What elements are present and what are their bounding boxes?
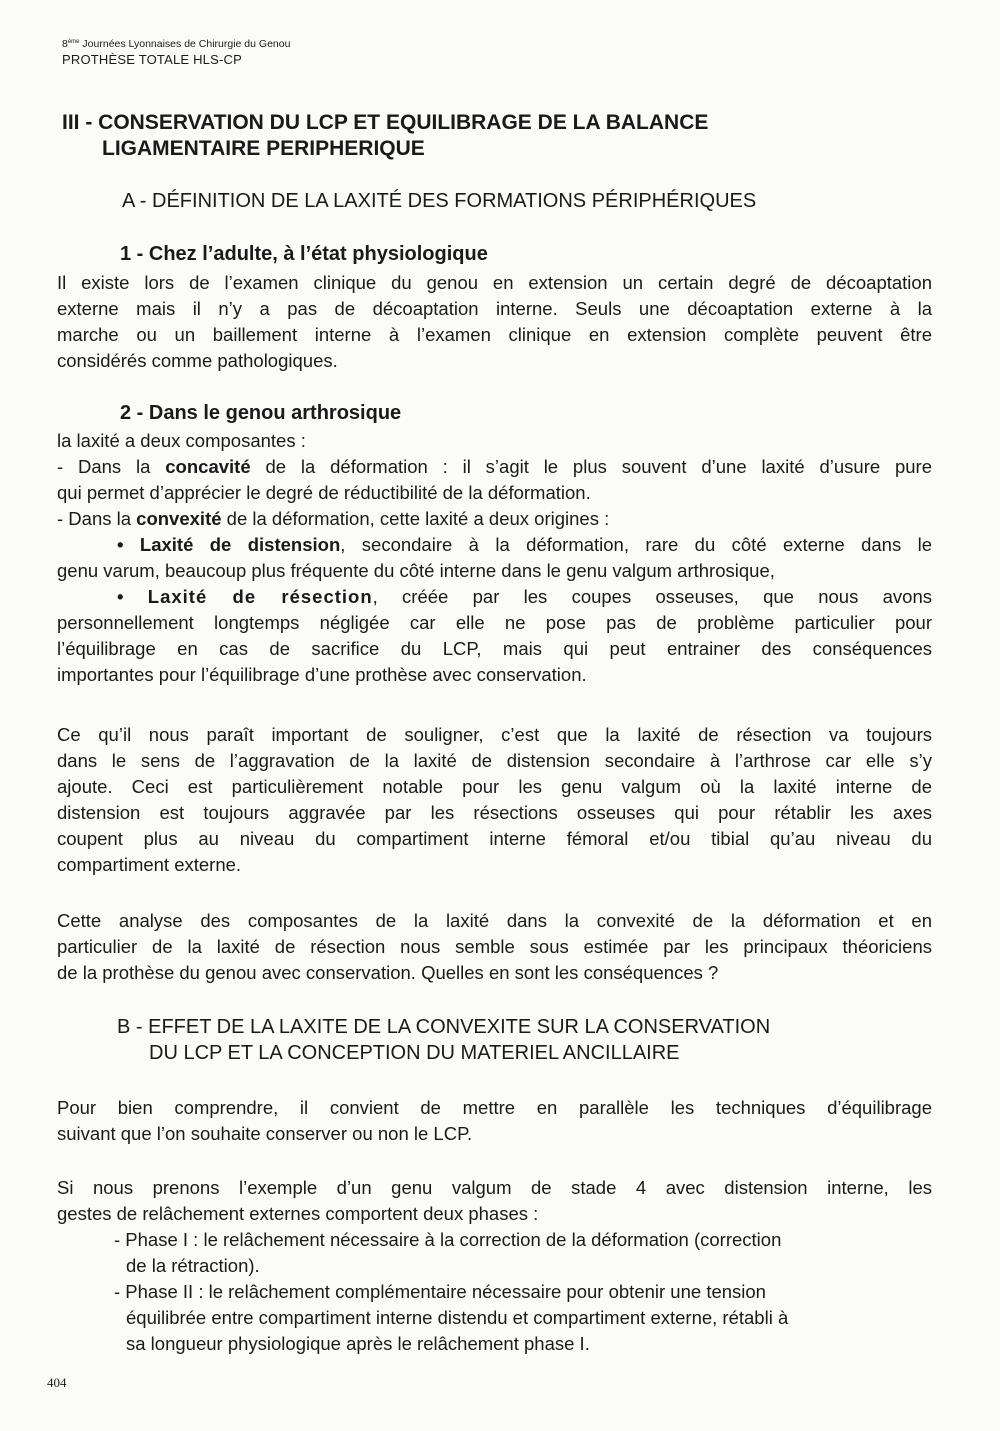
phase-list [114,1227,929,1357]
header-title: PROTHÈSE TOTALE HLS-CP [62,52,242,67]
section-title: III - CONSERVATION DU LCP ET EQUILIBRAGE DE LA BALANCE LIGAMENTAIRE PERIPHERIQUE [62,111,709,160]
paragraph-6: Si nous prenons l’exemple d’un genu valgum de stade 4 avec distension interne, les gestes de relâchement externes comportent deux phases : [57,1177,932,1224]
running-header [62,35,290,67]
page-number: 404 [47,1375,67,1390]
heading-1: 1 - Chez l’adulte, à l’état physiologique [120,243,488,265]
bullet-icon: • [117,534,124,555]
bullet-icon: • [117,586,124,607]
bullet-distension: • Laxité de distension, secondaire à la déformation, rare du côté externe dans le [117,534,933,555]
bullet-resection: • Laxité de résection, créée par les coupes osseuses, que nous avons [117,586,932,607]
paragraph-2: la laxité a deux composantes : - Dans la concavité de la déformation : il s’agit le plus souvent d’une laxité d’usure pure qui permet d’apprécier le degré de réductibilité de la déformation. - Dans la convexité de la déformation, cette laxité a deux origines : • Laxité de distension, secondaire à la déformation, rare du côté externe dans le genu varum, beaucoup plus fréquente du côté interne dans le genu valgum arthrosique, • Laxité de résection, créée par les coupes osseuses, que nous avons personnellement longtemps négligée car elle ne pose pas de problème particulier pour l’équilibrage en cas de sacrifice du LCP, mais qui peut entrainer des conséquences importantes pour l’équilibrage d’une prothèse avec conservation. [57,430,933,685]
subsection-a-heading: A - DÉFINITION DE LA LAXITÉ DES FORMATIONS PÉRIPHÉRIQUES [122,190,757,212]
paragraph-4: Cette analyse des composantes de la laxité dans la convexité de la déformation et en particulier de la laxité de résection nous semble sous estimée par les principaux théoriciens de la prothèse du genou avec conservation. Quelles en sont les conséquences ? [57,910,932,983]
header-conference: 8ème Journées Lyonnaises de Chirurgie du Genou [62,38,291,50]
heading-2: 2 - Dans le genou arthrosique [120,402,402,424]
paragraph-1: Il existe lors de l’examen clinique du genou en extension un certain degré de décoaptation externe mais il n’y a pas de décoaptation interne. Seuls une décoaptation externe à la marche ou un baillement interne à l’examen clinique en extension complète peuvent être considérés comme pathologiques. [57,272,932,371]
paragraph-5: Pour bien comprendre, il convient de mettre en parallèle les techniques d’équilibrage suivant que l’on souhaite conserver ou non le LCP. [57,1097,932,1144]
list-item: - Phase I : le relâchement nécessaire à la correction de la déformation (correction de la rétraction). [114,1229,782,1276]
list-item: - Phase II : le relâchement complémentaire nécessaire pour obtenir une tension équilibrée entre compartiment interne distendu et compartiment externe, rétabli à sa longueur physiologique après le relâchement phase I. [114,1281,789,1354]
paragraph-3: Ce qu’il nous paraît important de souligner, c’est que la laxité de résection va toujours dans le sens de l’aggravation de la laxité de distension secondaire à l’arthrose car elle s’y ajoute. Ceci est particulièrement notable pour les genu valgum où la laxité interne de distension est toujours aggravée par les résections osseuses qui pour rétablir les axes coupent plus au niveau du compartiment interne fémoral et/ou tibial qu’au niveau du compartiment externe. [57,724,932,875]
subsection-b-heading: B - EFFET DE LA LAXITE DE LA CONVEXITE SUR LA CONSERVATION DU LCP ET LA CONCEPTION DU MATERIEL ANCILLAIRE [117,1016,771,1064]
